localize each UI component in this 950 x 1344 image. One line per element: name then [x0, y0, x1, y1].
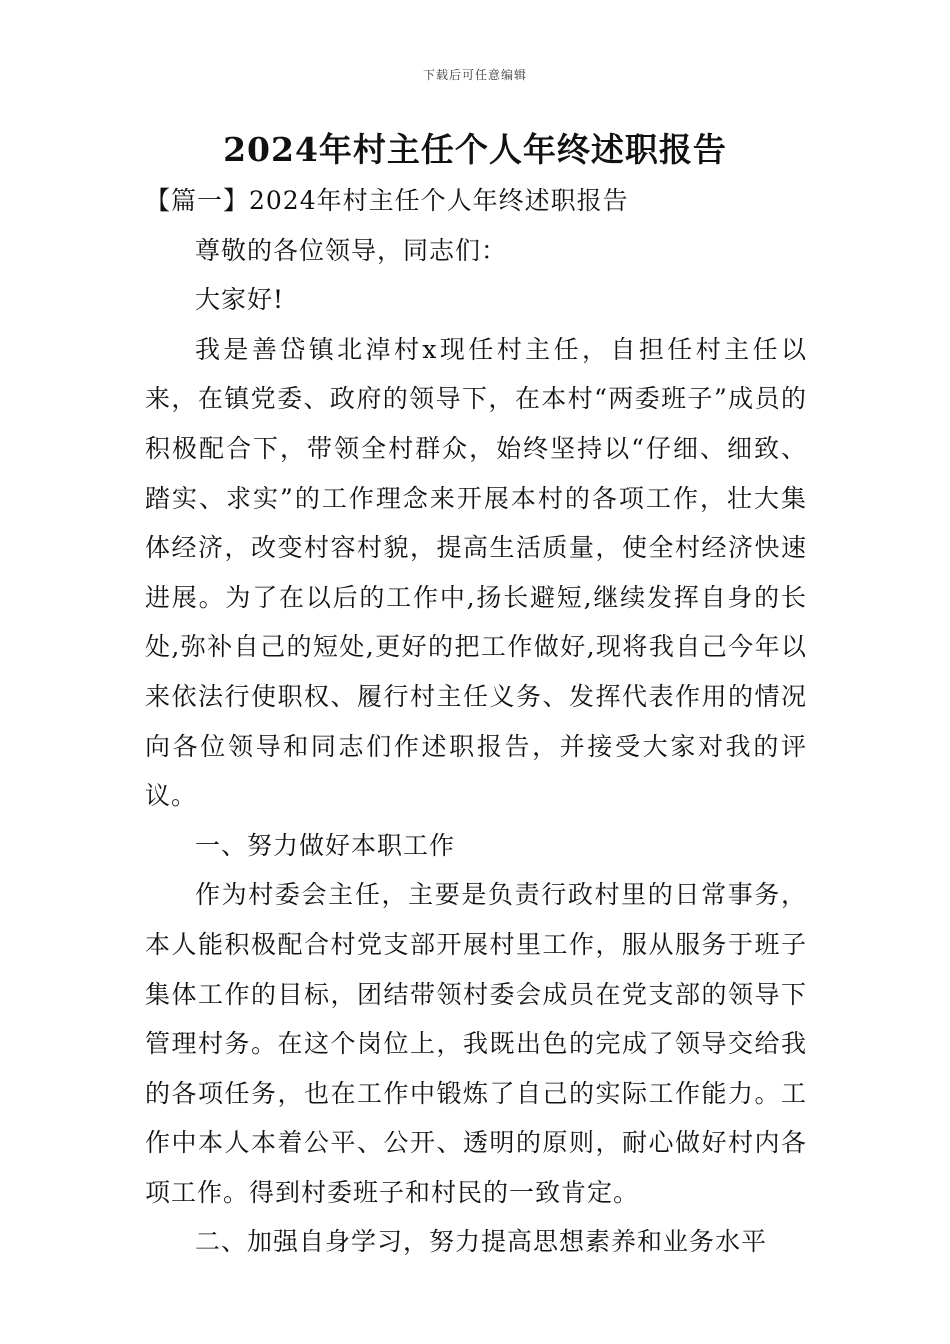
greeting: 大家好! [195, 285, 285, 315]
salutation: 尊敬的各位领导，同志们： [195, 235, 508, 265]
section-heading-2: 二、加强自身学习，努力提高思想素养和业务水平 [195, 1227, 768, 1257]
download-note: 下载后可任意编辑 [422, 68, 527, 82]
document-body [145, 176, 807, 1267]
section-subtitle: 【篇一】2024年村主任个人年终述职报告 [145, 186, 629, 215]
intro-paragraph: 我是善岱镇北淖村x现任村主任，自担任村主任以来，在镇党委、政府的领导下，在本村“两委班子”成员的积极配合下，带领全村群众，始终坚持以“仔细、细致、踏实、求实”的工作理念来开展本村的各项工作，壮大集体经济，改变村容村貌，提高生活质量，使全村经济快速进展。为了在以后的工作中,扬长避短,继续发挥自身的长处,弥补自己的短处,更好的把工作做好,现将我自己今年以来依法行使职权、履行村主任义务、发挥代表作用的情况向各位领导和同志们作述职报告，并接受大家对我的评议。 [145, 334, 807, 811]
section-1-paragraph: 作为村委会主任，主要是负责行政村里的日常事务，本人能积极配合村党支部开展村里工作，服从服务于班子集体工作的目标，团结带领村委会成员在党支部的领导下管理村务。在这个岗位上，我既出色的完成了领导交给我的各项任务，也在工作中锻炼了自己的实际工作能力。工作中本人本着公平、公开、透明的原则，耐心做好村内各项工作。得到村委班子和村民的一致肯定。 [145, 880, 807, 1207]
document-title: 2024年村主任个人年终述职报告 [223, 130, 727, 169]
section-heading-1: 一、努力做好本职工作 [195, 830, 456, 860]
